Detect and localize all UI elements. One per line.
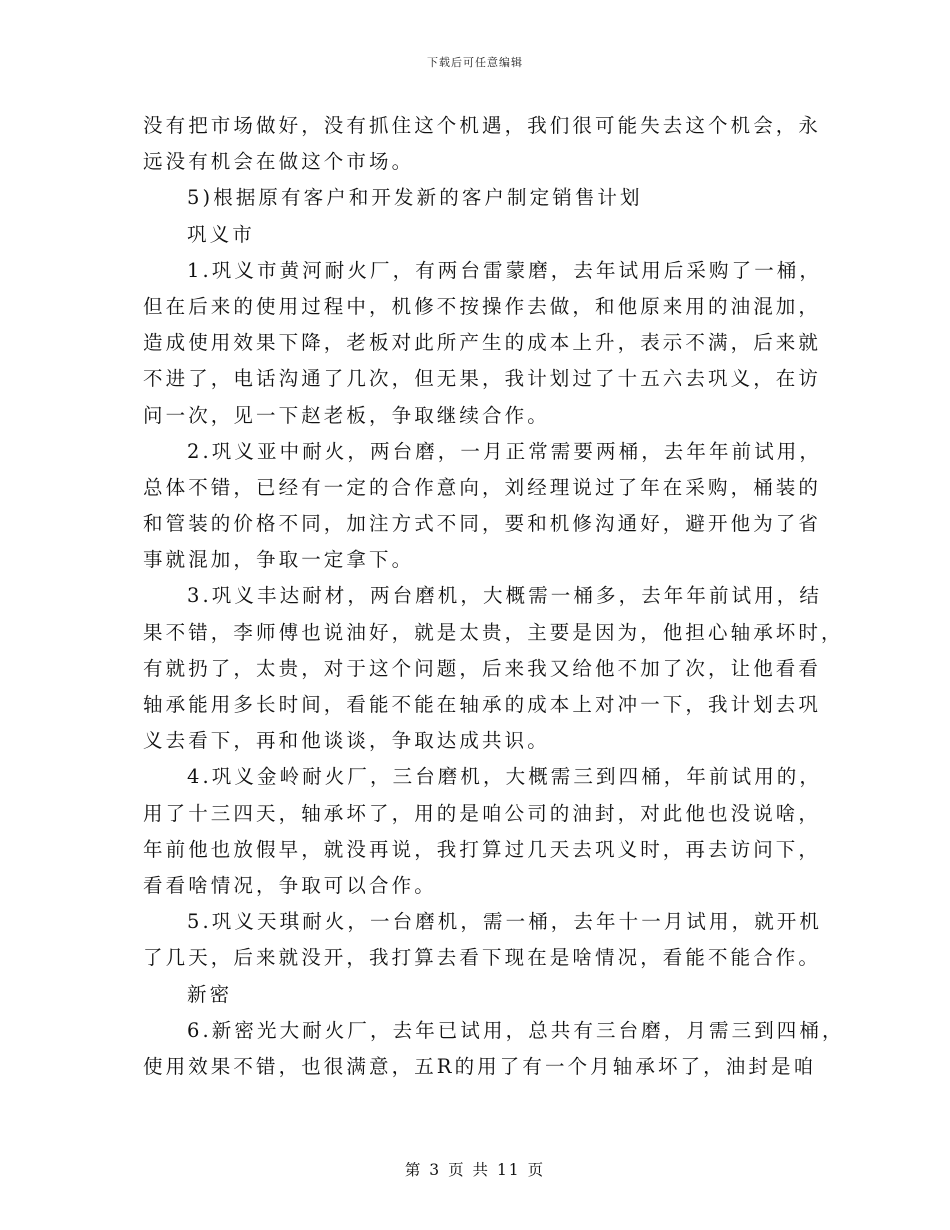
text-line: 义去看下，再和他谈谈，争取达成共识。 [143, 729, 550, 753]
text-line: 造成使用效果下降，老板对此所产生的成本上升，表示不满，后来就 [143, 331, 822, 355]
text-line: 远没有机会在做这个市场。 [143, 150, 415, 174]
text-line: 5)根据原有客户和开发新的客户制定销售计划 [187, 186, 643, 210]
text-line: 年前他也放假早，就没再说，我打算过几天去巩义时，再去访问下， [143, 837, 822, 861]
document-body [143, 108, 845, 1085]
text-line: 巩义市 [187, 222, 255, 246]
text-line: 5.巩义天琪耐火，一台磨机，需一桶，去年十一月试用，就开机 [187, 910, 823, 934]
text-line: 总体不错，已经有一定的合作意向，刘经理说过了年在采购，桶装的 [143, 475, 822, 499]
text-line: 1.巩义市黄河耐火厂，有两台雷蒙磨，去年试用后采购了一桶， [187, 258, 823, 282]
text-line: 了几天，后来就没开，我打算去看下现在是啥情况，看能不能合作。 [143, 946, 822, 970]
text-line: 看看啥情况，争取可以合作。 [143, 873, 437, 897]
text-line: 新密 [187, 982, 233, 1006]
text-line: 有就扔了，太贵，对于这个问题，后来我又给他不加了次，让他看看 [143, 656, 822, 680]
text-line: 果不错，李师傅也说油好，就是太贵，主要是因为，他担心轴承坏时， [143, 620, 844, 644]
page-footer: 第 3 页 共 11 页 [404, 1161, 546, 1179]
text-line: 但在后来的使用过程中，机修不按操作去做，和他原来用的油混加， [143, 294, 822, 318]
text-line: 6.新密光大耐火厂，去年已试用，总共有三台磨，月需三到四桶， [187, 1018, 845, 1042]
text-line: 3.巩义丰达耐材，两台磨机，大概需一桶多，去年年前试用，结 [187, 584, 823, 608]
text-line: 事就混加，争取一定拿下。 [143, 548, 415, 572]
text-line: 使用效果不错，也很满意，五R的用了有一个月轴承坏了，油封是咱 [143, 1054, 817, 1078]
text-line: 4.巩义金岭耐火厂，三台磨机，大概需三到四桶，年前试用的， [187, 765, 823, 789]
text-line: 问一次，见一下赵老板，争取继续合作。 [143, 403, 550, 427]
text-line: 2.巩义亚中耐火，两台磨，一月正常需要两桶，去年年前试用， [187, 439, 823, 463]
text-line: 不进了，电话沟通了几次，但无果，我计划过了十五六去巩义，在访 [143, 367, 822, 391]
text-line: 没有把市场做好，没有抓住这个机遇，我们很可能失去这个机会，永 [143, 114, 822, 137]
text-line: 轴承能用多长时间，看能不能在轴承的成本上对冲一下，我计划去巩 [143, 693, 822, 716]
text-line: 和管装的价格不同，加注方式不同，要和机修沟通好，避开他为了省 [143, 512, 822, 536]
text-line: 用了十三四天，轴承坏了，用的是咱公司的油封，对此他也没说啥， [143, 801, 822, 825]
page-header: 下载后可任意编辑 [427, 56, 523, 69]
